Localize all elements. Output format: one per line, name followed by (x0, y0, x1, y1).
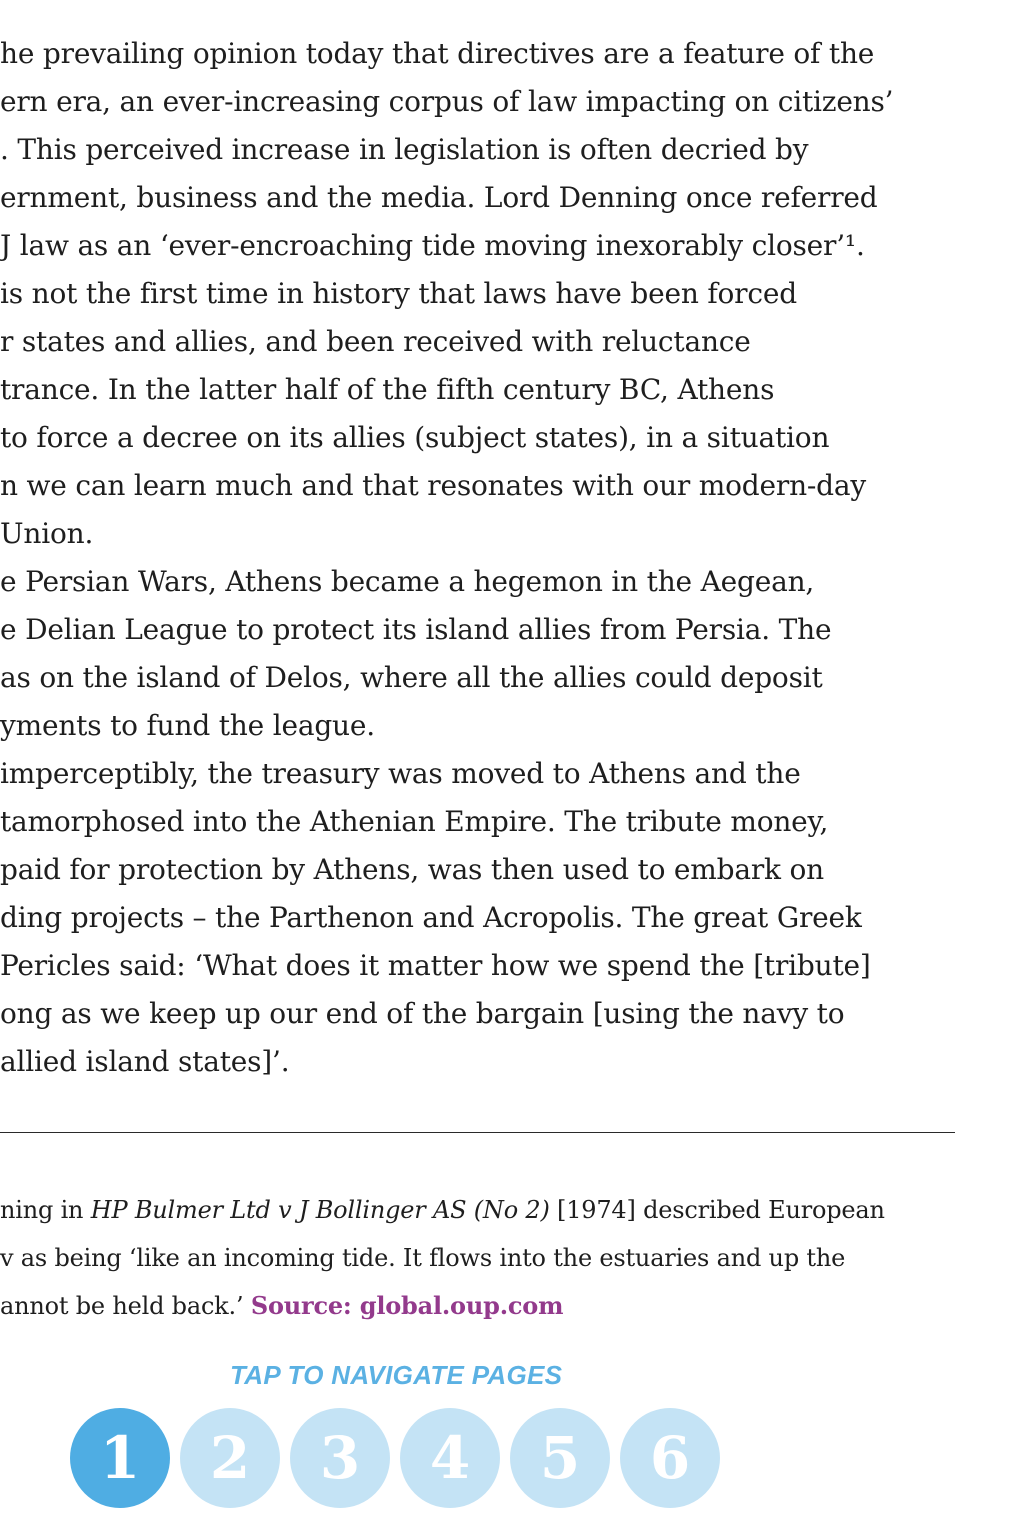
article-line: as on the island of Delos, where all the allies could deposit (0, 661, 823, 694)
page-3-button[interactable]: 3 (290, 1408, 390, 1508)
article-line: e Persian Wars, Athens became a hegemon in the Aegean, (0, 565, 815, 598)
footnote-line: v as being ‘like an incoming tide. It flows into the estuaries and up the (0, 1244, 846, 1272)
article-line: e Delian League to protect its island allies from Persia. The (0, 613, 832, 646)
article-line: Pericles said: ‘What does it matter how we spend the [tribute] (0, 949, 871, 982)
case-citation: HP Bulmer Ltd v J Bollinger AS (No 2) (90, 1196, 550, 1224)
page-5-button[interactable]: 5 (510, 1408, 610, 1508)
footnote-text: [1974] described European (549, 1196, 885, 1224)
article-line: r states and allies, and been received with reluctance (0, 325, 751, 358)
article-line: imperceptibly, the treasury was moved to Athens and the (0, 757, 801, 790)
page-1-button[interactable]: 1 (70, 1408, 170, 1508)
article-line: Union. (0, 517, 94, 550)
article-line: to force a decree on its allies (subject states), in a situation (0, 421, 830, 454)
footnote-line (0, 1282, 563, 1330)
navigate-pages-label: TAP TO NAVIGATE PAGES (230, 1360, 563, 1390)
footnote-line (0, 1186, 885, 1234)
article-line: J law as an ‘ever-encroaching tide moving inexorably closer’¹. (0, 229, 865, 262)
article-line: n we can learn much and that resonates with our modern-day (0, 469, 866, 502)
source-link[interactable]: Source: global.oup.com (250, 1291, 564, 1320)
article-line: ern era, an ever-increasing corpus of law impacting on citizens’ (0, 85, 894, 118)
footnote-text: annot be held back.’ (0, 1292, 251, 1320)
article-line: ong as we keep up our end of the bargain [using the navy to (0, 997, 845, 1030)
page-2-button[interactable]: 2 (180, 1408, 280, 1508)
article-line: he prevailing opinion today that directives are a feature of the (0, 37, 875, 70)
page-navigation (70, 1408, 730, 1508)
article-line: ernment, business and the media. Lord Denning once referred (0, 181, 878, 214)
article-line: ding projects – the Parthenon and Acropolis. The great Greek (0, 901, 862, 934)
article-line: trance. In the latter half of the fifth century BC, Athens (0, 373, 775, 406)
page-6-button[interactable]: 6 (620, 1408, 720, 1508)
article-line: is not the first time in history that laws have been forced (0, 277, 797, 310)
page-4-button[interactable]: 4 (400, 1408, 500, 1508)
article-line: tamorphosed into the Athenian Empire. The tribute money, (0, 805, 829, 838)
article-line: yments to fund the league. (0, 709, 375, 742)
article-line: allied island states]’. (0, 1045, 290, 1078)
footnote-divider (0, 1132, 955, 1133)
article-line: paid for protection by Athens, was then used to embark on (0, 853, 825, 886)
article-body (0, 30, 1024, 1090)
article-line: . This perceived increase in legislation is often decried by (0, 133, 809, 166)
footnote-text: ning in (0, 1196, 91, 1224)
